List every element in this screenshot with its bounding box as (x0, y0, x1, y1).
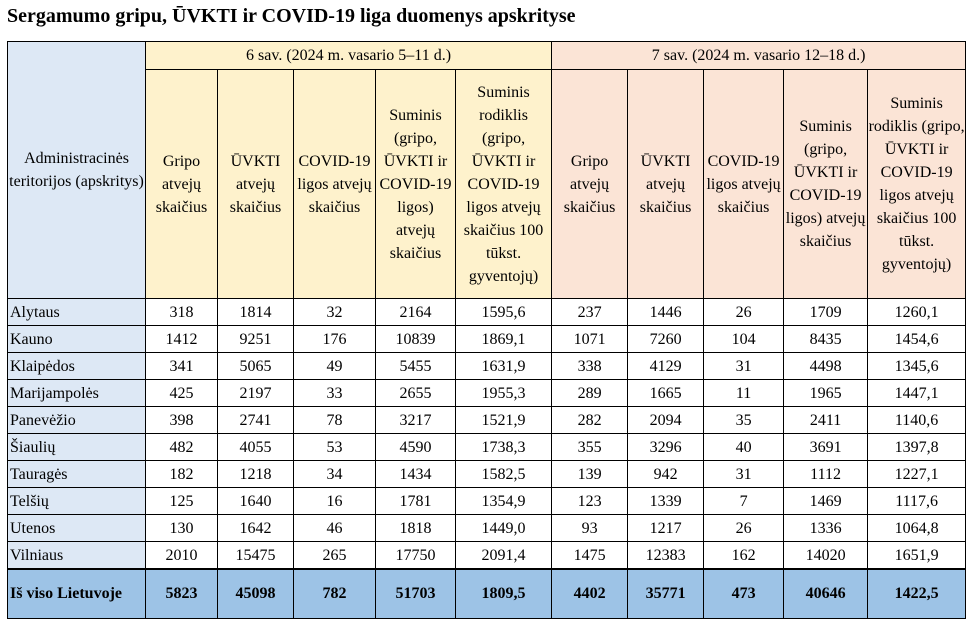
table-row (8, 353, 966, 380)
column-header: Gripo atvejų skaičius (146, 70, 218, 299)
table-cell: 15475 (218, 542, 294, 570)
table-cell: 1447,1 (868, 380, 966, 407)
table-cell: 425 (146, 380, 218, 407)
table-cell: 125 (146, 488, 218, 515)
table-cell: 16 (294, 488, 376, 515)
table-cell: 45098 (218, 569, 294, 619)
table-cell: 7260 (628, 326, 704, 353)
page-title: Sergamumo gripu, ŪVKTI ir COVID-19 liga duomenys apskrityse (7, 5, 576, 27)
table-cell: 1449,0 (456, 515, 552, 542)
table-cell: 11 (704, 380, 784, 407)
column-header: Suminis (gripo, ŪVKTI ir COVID-19 ligos) atvejų skaičius (376, 70, 456, 299)
table-cell: 1454,6 (868, 326, 966, 353)
table-cell: 1422,5 (868, 569, 966, 619)
table-cell: 104 (704, 326, 784, 353)
table-cell: 1631,9 (456, 353, 552, 380)
table-cell: 31 (704, 461, 784, 488)
table-cell: 162 (704, 542, 784, 570)
total-row (8, 569, 966, 619)
table-cell: 1642 (218, 515, 294, 542)
table-cell: 355 (552, 434, 628, 461)
table-cell: 1665 (628, 380, 704, 407)
table-row (8, 434, 966, 461)
table-cell: 2010 (146, 542, 218, 570)
table-cell: 3296 (628, 434, 704, 461)
table-cell: 1738,3 (456, 434, 552, 461)
table-cell: 482 (146, 434, 218, 461)
table-cell: 123 (552, 488, 628, 515)
table-cell: 1218 (218, 461, 294, 488)
column-header: ŪVKTI atvejų skaičius (628, 70, 704, 299)
column-header: COVID-19 ligos atvejų skaičius (704, 70, 784, 299)
county-name: Panevėžio (8, 407, 146, 434)
column-header: COVID-19 ligos atvejų skaičius (294, 70, 376, 299)
table-cell: 130 (146, 515, 218, 542)
table-cell: 1469 (784, 488, 868, 515)
table-cell: 3217 (376, 407, 456, 434)
table-cell: 35771 (628, 569, 704, 619)
table-cell: 2741 (218, 407, 294, 434)
table-cell: 53 (294, 434, 376, 461)
table-cell: 26 (704, 299, 784, 326)
county-name: Kauno (8, 326, 146, 353)
table-cell: 1869,1 (456, 326, 552, 353)
table-row (8, 380, 966, 407)
table-row (8, 515, 966, 542)
table-row (8, 461, 966, 488)
table-cell: 10839 (376, 326, 456, 353)
table-cell: 182 (146, 461, 218, 488)
table-cell: 176 (294, 326, 376, 353)
table-cell: 33 (294, 380, 376, 407)
table-cell: 2655 (376, 380, 456, 407)
table-cell: 1064,8 (868, 515, 966, 542)
table-cell: 34 (294, 461, 376, 488)
county-name: Utenos (8, 515, 146, 542)
table-cell: 2091,4 (456, 542, 552, 570)
table-cell: 2197 (218, 380, 294, 407)
table-cell: 49 (294, 353, 376, 380)
table-cell: 4055 (218, 434, 294, 461)
column-header: ŪVKTI atvejų skaičius (218, 70, 294, 299)
county-name: Alytaus (8, 299, 146, 326)
table-cell: 782 (294, 569, 376, 619)
table-cell: 1781 (376, 488, 456, 515)
table-cell: 1260,1 (868, 299, 966, 326)
table-cell: 1965 (784, 380, 868, 407)
data-table (7, 41, 966, 619)
week6-header: 6 sav. (2024 m. vasario 5–11 d.) (146, 42, 552, 70)
column-header: Suminis rodiklis (gripo, ŪVKTI ir COVID-19 ligos atvejų skaičius 100 tūkst. gyventojų) (456, 70, 552, 299)
table-cell: 1336 (784, 515, 868, 542)
county-name: Vilniaus (8, 542, 146, 570)
table-row (8, 326, 966, 353)
table-cell: 17750 (376, 542, 456, 570)
table-cell: 237 (552, 299, 628, 326)
table-cell: 1217 (628, 515, 704, 542)
table-cell: 3691 (784, 434, 868, 461)
county-name: Telšių (8, 488, 146, 515)
table-cell: 26 (704, 515, 784, 542)
table-cell: 1595,6 (456, 299, 552, 326)
table-cell: 4402 (552, 569, 628, 619)
table-cell: 1412 (146, 326, 218, 353)
table-cell: 289 (552, 380, 628, 407)
table-cell: 341 (146, 353, 218, 380)
table-cell: 2164 (376, 299, 456, 326)
table-cell: 4129 (628, 353, 704, 380)
table-cell: 51703 (376, 569, 456, 619)
table-cell: 1140,6 (868, 407, 966, 434)
table-cell: 8435 (784, 326, 868, 353)
table-body (8, 299, 966, 570)
table-cell: 1475 (552, 542, 628, 570)
table-cell: 1651,9 (868, 542, 966, 570)
column-header: Suminis rodiklis (gripo, ŪVKTI ir COVID-19 ligos atvejų skaičius 100 tūkst. gyventojų) (868, 70, 966, 299)
table-cell: 46 (294, 515, 376, 542)
table-cell: 473 (704, 569, 784, 619)
table-cell: 40 (704, 434, 784, 461)
week7-header: 7 sav. (2024 m. vasario 12–18 d.) (552, 42, 966, 70)
table-cell: 1814 (218, 299, 294, 326)
table-cell: 1809,5 (456, 569, 552, 619)
table-row (8, 299, 966, 326)
table-cell: 32 (294, 299, 376, 326)
table-cell: 1227,1 (868, 461, 966, 488)
table-cell: 338 (552, 353, 628, 380)
table-cell: 265 (294, 542, 376, 570)
table-cell: 93 (552, 515, 628, 542)
table-cell: 139 (552, 461, 628, 488)
table-row (8, 407, 966, 434)
table-cell: 318 (146, 299, 218, 326)
table-cell: 398 (146, 407, 218, 434)
table-cell: 40646 (784, 569, 868, 619)
table-cell: 1117,6 (868, 488, 966, 515)
table-cell: 2094 (628, 407, 704, 434)
table-cell: 2411 (784, 407, 868, 434)
table-cell: 31 (704, 353, 784, 380)
column-header: Gripo atvejų skaičius (552, 70, 628, 299)
table-cell: 5455 (376, 353, 456, 380)
table-cell: 12383 (628, 542, 704, 570)
table-cell: 1345,6 (868, 353, 966, 380)
table-cell: 9251 (218, 326, 294, 353)
table-row (8, 542, 966, 570)
table-cell: 7 (704, 488, 784, 515)
row-label-header: Administracinės teritorijos (apskritys) (8, 42, 146, 299)
county-name: Šiaulių (8, 434, 146, 461)
county-name: Marijampolės (8, 380, 146, 407)
county-name: Tauragės (8, 461, 146, 488)
table-cell: 35 (704, 407, 784, 434)
table-cell: 1818 (376, 515, 456, 542)
table-cell: 1521,9 (456, 407, 552, 434)
table-cell: 1582,5 (456, 461, 552, 488)
table-cell: 1640 (218, 488, 294, 515)
table-cell: 282 (552, 407, 628, 434)
table-cell: 1071 (552, 326, 628, 353)
table-cell: 5065 (218, 353, 294, 380)
table-cell: 1339 (628, 488, 704, 515)
table-cell: 4590 (376, 434, 456, 461)
table-cell: 1112 (784, 461, 868, 488)
table-cell: 78 (294, 407, 376, 434)
table-cell: 1434 (376, 461, 456, 488)
table-cell: 942 (628, 461, 704, 488)
table-cell: 14020 (784, 542, 868, 570)
table-row (8, 488, 966, 515)
table-cell: 1397,8 (868, 434, 966, 461)
table-cell: 1709 (784, 299, 868, 326)
column-header: Suminis (gripo, ŪVKTI ir COVID-19 ligos) atvejų skaičius (784, 70, 868, 299)
table-cell: 4498 (784, 353, 868, 380)
county-name: Klaipėdos (8, 353, 146, 380)
total-label: Iš viso Lietuvoje (8, 569, 146, 619)
table-cell: 1955,3 (456, 380, 552, 407)
table-cell: 5823 (146, 569, 218, 619)
table-cell: 1354,9 (456, 488, 552, 515)
table-cell: 1446 (628, 299, 704, 326)
